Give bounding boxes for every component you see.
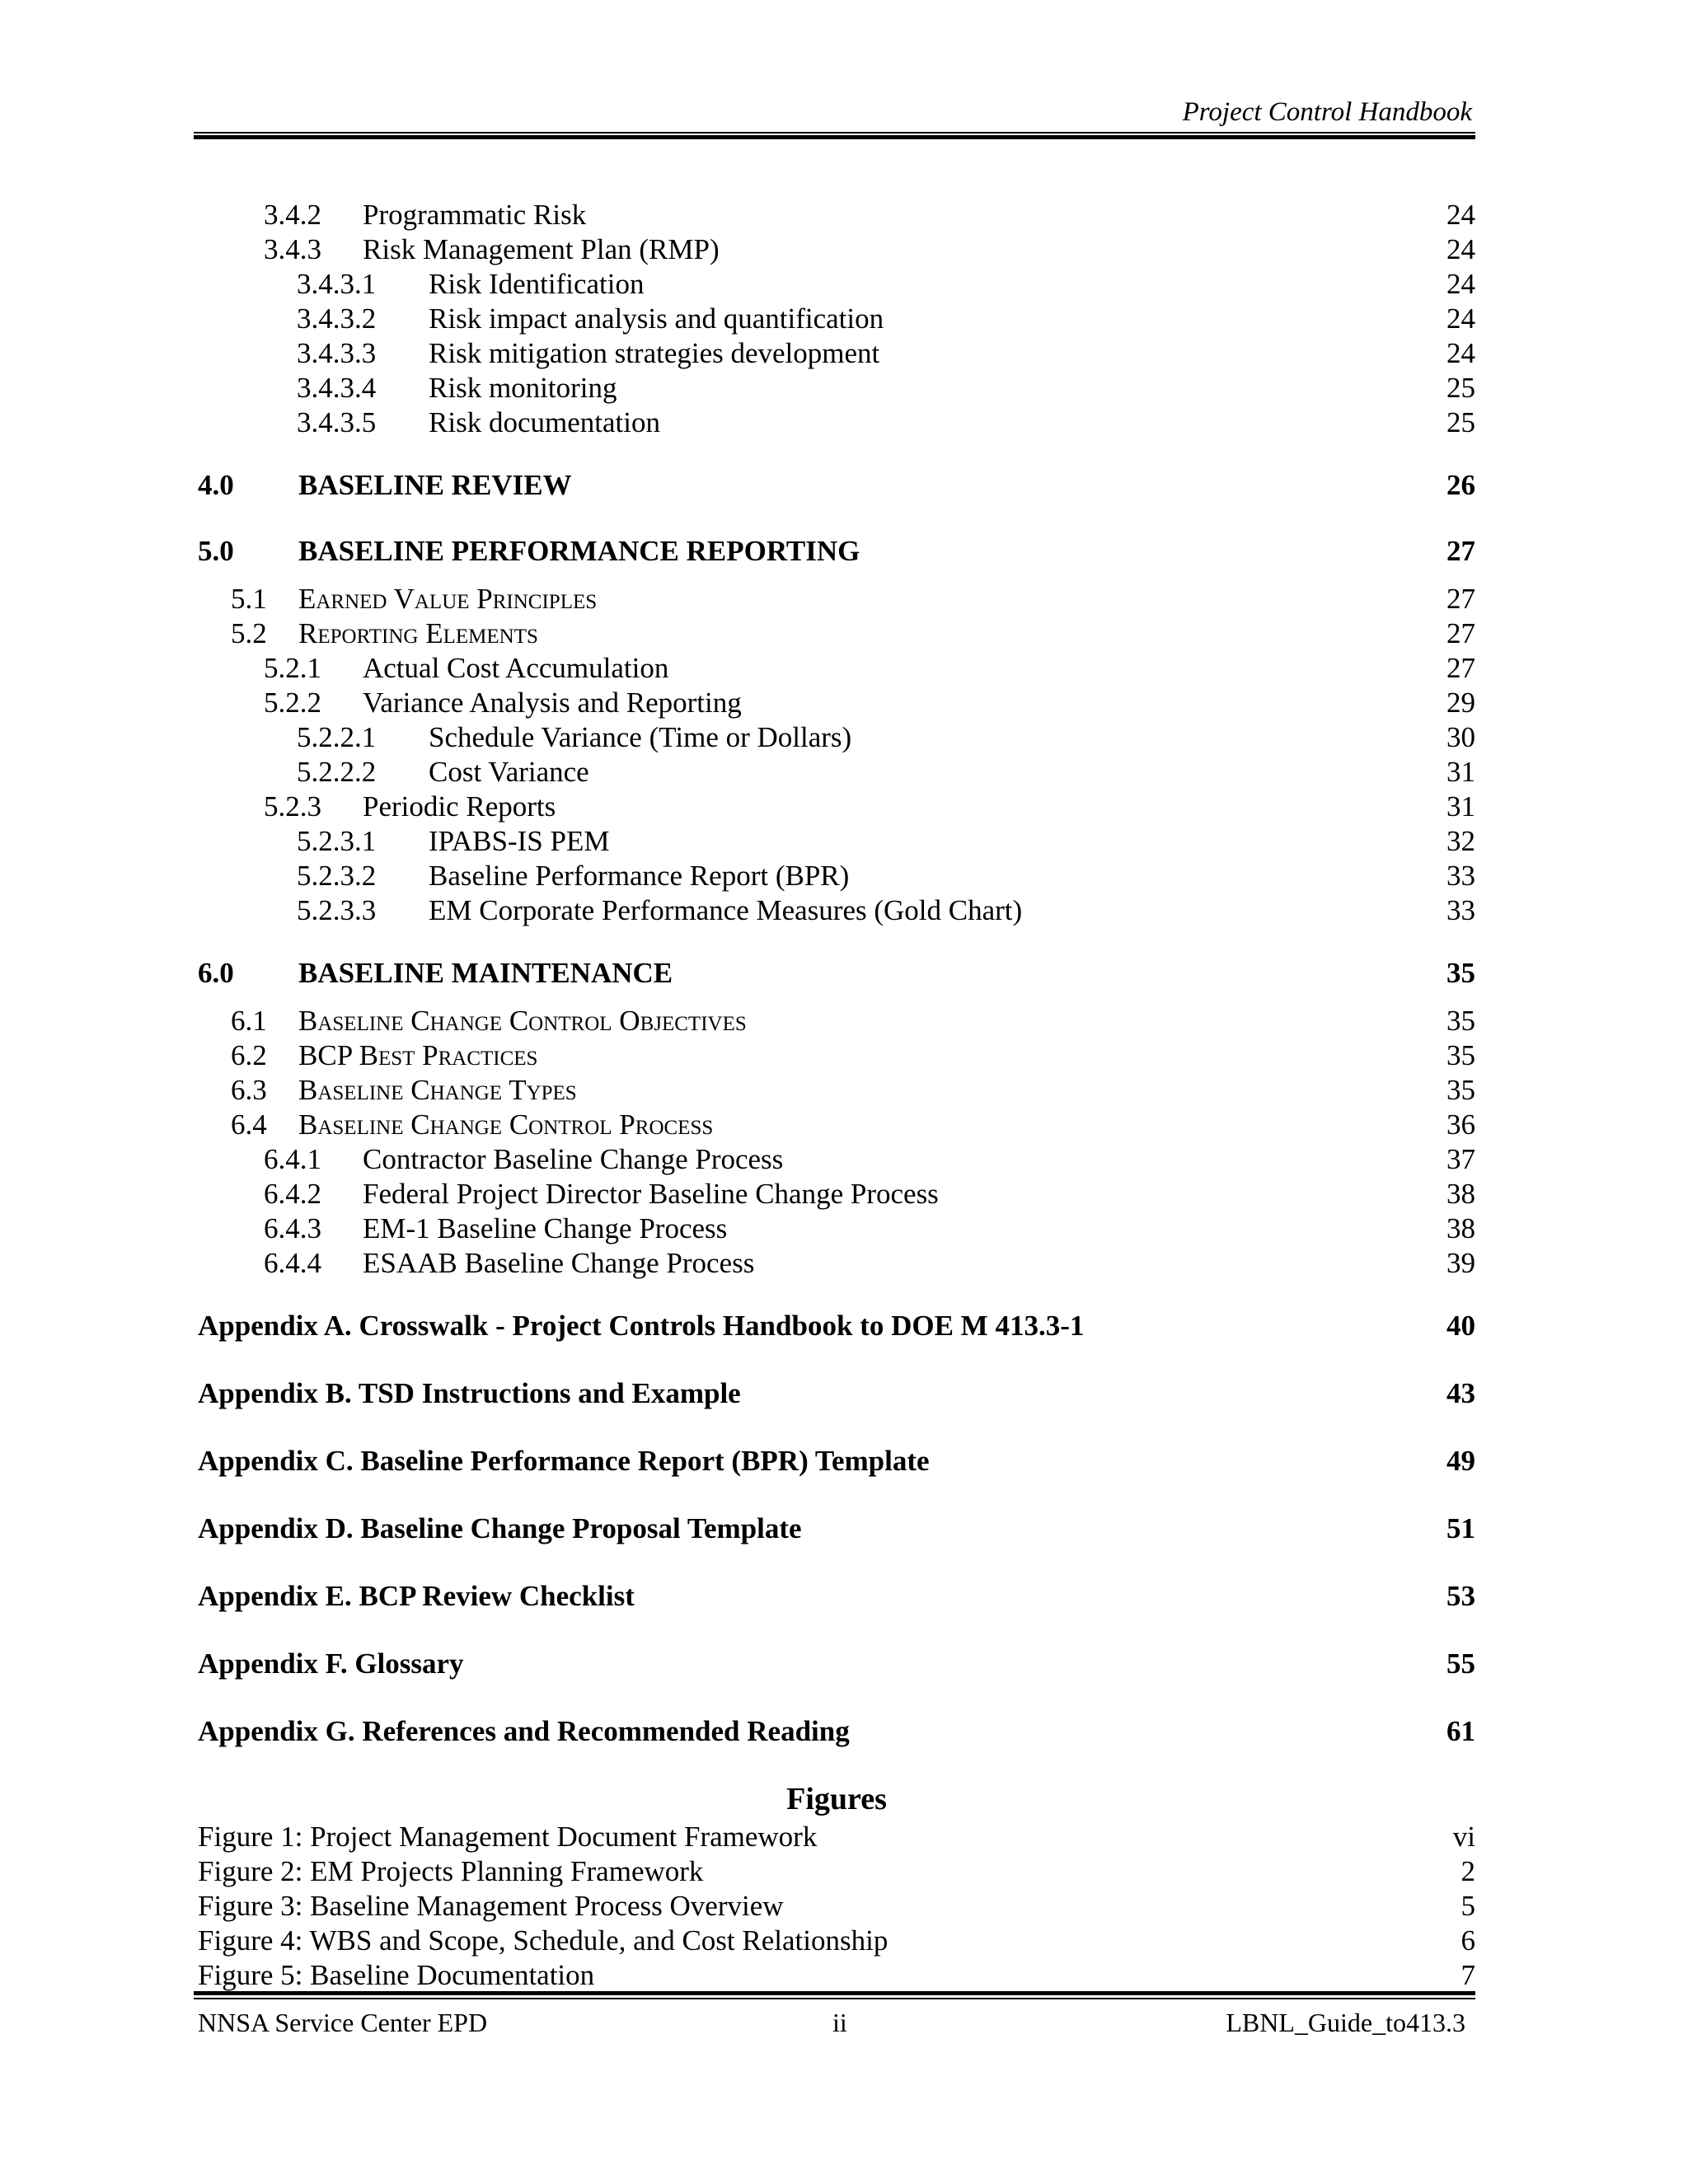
toc-entry-page: 24 <box>1447 233 1475 265</box>
toc-entry[interactable] <box>198 582 1475 616</box>
toc-appendix-title: Appendix F. Glossary <box>198 1647 464 1680</box>
footer-rule-thin <box>194 1998 1475 1999</box>
toc-appendix-page: 53 <box>1447 1580 1475 1612</box>
footer-left: NNSA Service Center EPD <box>198 2008 488 2037</box>
toc-gap <box>198 440 1475 465</box>
toc-entry[interactable] <box>198 336 1475 371</box>
toc-appendix-title: Appendix A. Crosswalk - Project Controls Handbook to DOE M 413.3-1 <box>198 1310 1085 1342</box>
toc-entry[interactable] <box>198 686 1475 720</box>
toc-entry-title: Risk impact analysis and quantification <box>429 302 884 335</box>
header-rule-thin <box>194 132 1475 134</box>
toc-entry-number: 6.4.1 <box>264 1143 321 1175</box>
toc-gap <box>198 994 1475 1004</box>
figure-title: Figure 2: EM Projects Planning Framework <box>198 1855 704 1887</box>
toc-entry-page: 38 <box>1447 1178 1475 1210</box>
toc-entry-title: Actual Cost Accumulation <box>363 652 669 684</box>
toc-entry-page: 27 <box>1447 583 1475 615</box>
toc-entry-number: 6.3 <box>231 1074 267 1106</box>
toc-entry-page: 36 <box>1447 1108 1475 1141</box>
toc-entry[interactable] <box>198 1142 1475 1177</box>
toc-entry-title: Baseline Performance Report (BPR) <box>429 860 850 892</box>
figure-page: 7 <box>1461 1959 1475 1991</box>
toc-entry[interactable] <box>198 755 1475 790</box>
toc-appendix-page: 55 <box>1447 1647 1475 1680</box>
toc-entry-number: 5.0 <box>198 535 234 567</box>
toc-entry-page: 35 <box>1447 1005 1475 1037</box>
toc-entry-title: BASELINE MAINTENANCE <box>298 957 673 989</box>
toc-entry-title: Risk mitigation strategies development <box>429 337 880 369</box>
toc-appendix-title: Appendix E. BCP Review Checklist <box>198 1580 635 1612</box>
toc-entry[interactable] <box>198 1038 1475 1073</box>
toc-entry-number: 5.2.1 <box>264 652 321 684</box>
toc-entry-number: 5.2.3 <box>264 790 321 823</box>
toc-appendix-page: 49 <box>1447 1445 1475 1477</box>
toc-entry-number: 5.2.2.1 <box>297 721 377 753</box>
toc-entry-number: 3.4.2 <box>264 199 321 231</box>
footer-right: LBNL_Guide_to413.3 <box>1226 2008 1465 2037</box>
toc-entry-number: 4.0 <box>198 469 234 501</box>
toc-appendix-title: Appendix D. Baseline Change Proposal Template <box>198 1512 802 1544</box>
figure-list-entry[interactable] <box>198 1924 1475 1958</box>
toc-entry[interactable] <box>198 267 1475 302</box>
toc-gap <box>198 506 1475 531</box>
toc-entry-title: EM-1 Baseline Change Process <box>363 1212 728 1244</box>
toc-entry[interactable] <box>198 616 1475 651</box>
toc-entry-number: 6.4.3 <box>264 1212 321 1244</box>
toc-entry-number: 5.2.3.1 <box>297 825 377 857</box>
header-rule-thick <box>194 135 1475 139</box>
toc-appendix-entry[interactable] <box>198 1711 1475 1779</box>
toc-entry-title: ESAAB Baseline Change Process <box>363 1247 755 1279</box>
toc-appendix-entry[interactable] <box>198 1441 1475 1508</box>
toc-entry-number: 5.2.2 <box>264 687 321 719</box>
toc-entry-page: 37 <box>1447 1143 1475 1175</box>
toc-entry-page: 35 <box>1447 1039 1475 1071</box>
toc-entry-title: IPABS-IS PEM <box>429 825 610 857</box>
toc-entry-page: 26 <box>1447 469 1475 501</box>
toc-entry[interactable] <box>198 531 1475 572</box>
figure-page: vi <box>1452 1821 1475 1853</box>
toc-entry-number: 6.0 <box>198 957 234 989</box>
toc-entry[interactable] <box>198 232 1475 267</box>
toc-entry-title: EM Corporate Performance Measures (Gold Chart) <box>429 894 1023 926</box>
toc-entry-number: 3.4.3 <box>264 233 321 265</box>
footer-page-number: ii <box>832 2008 847 2037</box>
table-of-contents <box>198 198 1475 1993</box>
toc-entry-page: 27 <box>1447 617 1475 649</box>
toc-entry[interactable] <box>198 1073 1475 1108</box>
toc-appendix-page: 61 <box>1447 1715 1475 1747</box>
toc-entry-page: 35 <box>1447 957 1475 989</box>
toc-entry[interactable] <box>198 790 1475 824</box>
toc-entry-page: 24 <box>1447 302 1475 335</box>
toc-appendix-entry[interactable] <box>198 1643 1475 1711</box>
toc-entry-title: BASELINE PERFORMANCE REPORTING <box>298 535 860 567</box>
toc-entry-number: 3.4.3.3 <box>297 337 377 369</box>
toc-entry-number: 5.2.2.2 <box>297 756 377 788</box>
toc-entry[interactable] <box>198 1108 1475 1142</box>
figure-page: 2 <box>1461 1855 1475 1887</box>
toc-entry-title: Baseline Change Types <box>298 1074 577 1106</box>
toc-entry[interactable] <box>198 405 1475 440</box>
toc-entry-title: Cost Variance <box>429 756 589 788</box>
toc-entry-title: Risk Management Plan (RMP) <box>363 233 720 265</box>
toc-entry-title: BCP Best Practices <box>298 1039 538 1071</box>
toc-entry-page: 24 <box>1447 199 1475 231</box>
toc-entry-title: Schedule Variance (Time or Dollars) <box>429 721 852 753</box>
toc-entry-number: 3.4.3.5 <box>297 406 377 438</box>
toc-entry-number: 5.2.3.3 <box>297 894 377 926</box>
toc-entry-page: 25 <box>1447 372 1475 404</box>
figure-list-entry[interactable] <box>198 1958 1475 1993</box>
toc-entry[interactable] <box>198 1177 1475 1212</box>
figure-page: 6 <box>1461 1924 1475 1957</box>
toc-entry-page: 31 <box>1447 756 1475 788</box>
toc-entry-number: 6.4.2 <box>264 1178 321 1210</box>
toc-entry-title: Risk monitoring <box>429 372 617 404</box>
toc-entry-page: 30 <box>1447 721 1475 753</box>
toc-entry-number: 5.1 <box>231 583 267 615</box>
toc-entry-number: 3.4.3.2 <box>297 302 377 335</box>
toc-entry-page: 29 <box>1447 687 1475 719</box>
toc-appendix-entry[interactable] <box>198 1373 1475 1441</box>
toc-appendix-title: Appendix C. Baseline Performance Report (BPR) Template <box>198 1445 930 1477</box>
toc-entry-title: Contractor Baseline Change Process <box>363 1143 784 1175</box>
figure-title: Figure 1: Project Management Document Framework <box>198 1821 818 1853</box>
toc-entry-number: 3.4.3.4 <box>297 372 377 404</box>
toc-entry-number: 6.1 <box>231 1005 267 1037</box>
toc-entry[interactable] <box>198 465 1475 506</box>
toc-entry-page: 27 <box>1447 652 1475 684</box>
toc-entry-number: 6.4.4 <box>264 1247 321 1279</box>
toc-entry-page: 32 <box>1447 825 1475 857</box>
toc-entry[interactable] <box>198 1246 1475 1281</box>
toc-entry-page: 31 <box>1447 790 1475 823</box>
figure-list-entry[interactable] <box>198 1820 1475 1854</box>
toc-entry-title: Programmatic Risk <box>363 199 587 231</box>
toc-entry-title: BASELINE REVIEW <box>298 469 572 501</box>
toc-entry-page: 35 <box>1447 1074 1475 1106</box>
toc-appendix-title: Appendix G. References and Recommended Reading <box>198 1715 850 1747</box>
toc-entry[interactable] <box>198 824 1475 859</box>
toc-entry-title: Baseline Change Control Objectives <box>298 1005 747 1037</box>
toc-entry-number: 5.2.3.2 <box>297 860 377 892</box>
figure-title: Figure 5: Baseline Documentation <box>198 1959 595 1991</box>
toc-entry-title: Periodic Reports <box>363 790 556 823</box>
toc-entry[interactable] <box>198 953 1475 994</box>
figure-list-entry[interactable] <box>198 1889 1475 1924</box>
toc-entry-page: 39 <box>1447 1247 1475 1279</box>
toc-gap <box>198 1281 1475 1305</box>
toc-appendix-entry[interactable] <box>198 1508 1475 1576</box>
toc-entry-page: 33 <box>1447 860 1475 892</box>
toc-entry-page: 25 <box>1447 406 1475 438</box>
toc-entry-title: Earned Value Principles <box>298 583 598 615</box>
toc-entry-title: Federal Project Director Baseline Change Process <box>363 1178 939 1210</box>
toc-appendix-entry[interactable] <box>198 1576 1475 1643</box>
header-title: Project Control Handbook <box>1182 97 1472 127</box>
toc-entry-number: 3.4.3.1 <box>297 268 377 300</box>
toc-entry-page: 38 <box>1447 1212 1475 1244</box>
toc-entry-page: 27 <box>1447 535 1475 567</box>
figures-heading: Figures <box>786 1782 887 1816</box>
toc-entry-page: 33 <box>1447 894 1475 926</box>
figure-page: 5 <box>1461 1890 1475 1922</box>
toc-entry[interactable] <box>198 1004 1475 1038</box>
figure-list-entry[interactable] <box>198 1854 1475 1889</box>
toc-appendix-title: Appendix B. TSD Instructions and Example <box>198 1377 741 1409</box>
toc-entry-title: Reporting Elements <box>298 617 538 649</box>
toc-entry-title: Baseline Change Control Process <box>298 1108 714 1141</box>
toc-appendix-entry[interactable] <box>198 1305 1475 1373</box>
toc-entry[interactable] <box>198 302 1475 336</box>
toc-entry[interactable] <box>198 1212 1475 1246</box>
toc-entry-number: 5.2 <box>231 617 267 649</box>
footer-rule-thick <box>194 1991 1475 1995</box>
toc-entry-title: Risk Identification <box>429 268 645 300</box>
toc-entry-page: 24 <box>1447 268 1475 300</box>
toc-entry-page: 24 <box>1447 337 1475 369</box>
toc-entry[interactable] <box>198 371 1475 405</box>
toc-entry-number: 6.2 <box>231 1039 267 1071</box>
toc-entry-number: 6.4 <box>231 1108 267 1141</box>
toc-entry[interactable] <box>198 859 1475 893</box>
toc-appendix-page: 51 <box>1447 1512 1475 1544</box>
toc-entry[interactable] <box>198 651 1475 686</box>
toc-entry-title: Variance Analysis and Reporting <box>363 687 742 719</box>
figure-title: Figure 4: WBS and Scope, Schedule, and Cost Relationship <box>198 1924 889 1957</box>
toc-gap <box>198 572 1475 582</box>
toc-entry[interactable] <box>198 893 1475 928</box>
toc-entry[interactable] <box>198 198 1475 232</box>
toc-appendix-page: 43 <box>1447 1377 1475 1409</box>
toc-entry-title: Risk documentation <box>429 406 660 438</box>
figure-title: Figure 3: Baseline Management Process Overview <box>198 1890 784 1922</box>
toc-entry[interactable] <box>198 720 1475 755</box>
toc-appendix-page: 40 <box>1447 1310 1475 1342</box>
toc-gap <box>198 928 1475 953</box>
